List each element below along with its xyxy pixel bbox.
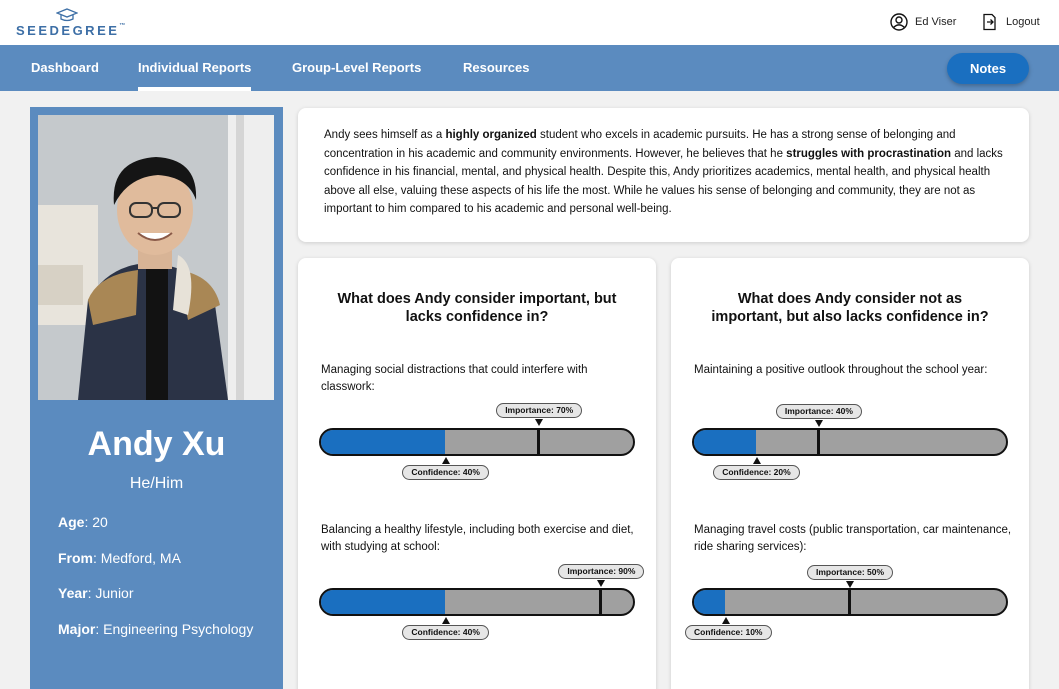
logout-label: Logout <box>1006 16 1040 28</box>
summary-text: Andy sees himself as a highly organized student who excels in academic pursuits. He has a strong sense of belonging and concentration in his academic and community environments. However, he believes that he struggles with procrastination and lacks confidence in his financial, mental, and physical health. Despite this, Andy prioritizes academics, mental health, and physical health above all else, valuing these aspects of his life the most. While he values his sense of belonging and community, they are not as important to him compared to his academic and personal well-being. <box>324 129 1003 215</box>
confidence-fill <box>694 430 756 454</box>
main-nav <box>0 45 1059 91</box>
progress-bar <box>692 428 1008 456</box>
person-photo-illustration <box>38 115 274 400</box>
importance-label: Importance: 40% <box>776 404 862 419</box>
logout-icon <box>981 13 999 31</box>
nav-resources[interactable]: Resources <box>463 60 530 75</box>
user-icon <box>890 13 908 31</box>
student-name: Andy Xu <box>87 425 226 463</box>
progress-bar <box>692 588 1008 616</box>
confidence-fill <box>321 590 445 614</box>
item-text: Managing travel costs (public transportation, car maintenance, ride sharing services): <box>694 524 1012 553</box>
profile-panel <box>30 107 283 689</box>
nav-dashboard[interactable]: Dashboard <box>31 60 99 75</box>
confidence-label: Confidence: 20% <box>713 465 800 480</box>
importance-marker <box>848 590 851 614</box>
confidence-pointer <box>442 457 450 464</box>
importance-pointer <box>846 581 854 588</box>
student-pronouns: He/Him <box>129 475 184 492</box>
importance-pointer <box>597 580 605 587</box>
nav-group-level-reports[interactable]: Group-Level Reports <box>292 60 422 75</box>
card-title: What does Andy consider not as important, but also lacks confidence in? <box>711 291 989 325</box>
logout-button[interactable] <box>981 12 1040 32</box>
info-age: Age: 20 <box>58 514 108 530</box>
progress-bar <box>319 428 635 456</box>
importance-pointer <box>815 420 823 427</box>
logo[interactable] <box>16 8 126 38</box>
progress-bar <box>319 588 635 616</box>
importance-marker <box>537 430 540 454</box>
not-important-low-confidence-card <box>671 258 1029 689</box>
summary-card <box>298 108 1029 242</box>
nav-individual-reports[interactable]: Individual Reports <box>138 45 251 91</box>
importance-marker <box>599 590 602 614</box>
logo-text: SEEDEGREE™ <box>16 23 126 38</box>
user-menu[interactable] <box>890 12 956 32</box>
importance-label: Importance: 90% <box>558 564 644 579</box>
important-low-confidence-card <box>298 258 656 689</box>
info-from: From: Medford, MA <box>58 550 181 566</box>
importance-label: Importance: 50% <box>807 565 893 580</box>
item-text: Managing social distractions that could interfere with classwork: <box>321 364 588 393</box>
graduation-cap-icon <box>56 8 78 24</box>
importance-pointer <box>535 419 543 426</box>
importance-marker <box>817 430 820 454</box>
info-major: Major: Engineering Psychology <box>58 621 254 637</box>
confidence-label: Confidence: 10% <box>685 625 772 640</box>
card-title: What does Andy consider important, but lacks confidence in? <box>337 291 617 325</box>
user-name: Ed Viser <box>915 16 957 28</box>
top-bar <box>0 0 1059 45</box>
notes-button[interactable]: Notes <box>947 53 1029 84</box>
confidence-label: Confidence: 40% <box>402 625 489 640</box>
confidence-fill <box>321 430 445 454</box>
confidence-pointer <box>442 617 450 624</box>
importance-label: Importance: 70% <box>496 403 582 418</box>
confidence-pointer <box>722 617 730 624</box>
item-text: Maintaining a positive outlook throughout the school year: <box>694 364 988 376</box>
confidence-label: Confidence: 40% <box>402 465 489 480</box>
profile-photo <box>38 115 274 400</box>
confidence-pointer <box>753 457 761 464</box>
item-text: Balancing a healthy lifestyle, including both exercise and diet, with studying at school: <box>321 524 634 553</box>
info-year: Year: Junior <box>58 585 134 601</box>
confidence-fill <box>694 590 725 614</box>
